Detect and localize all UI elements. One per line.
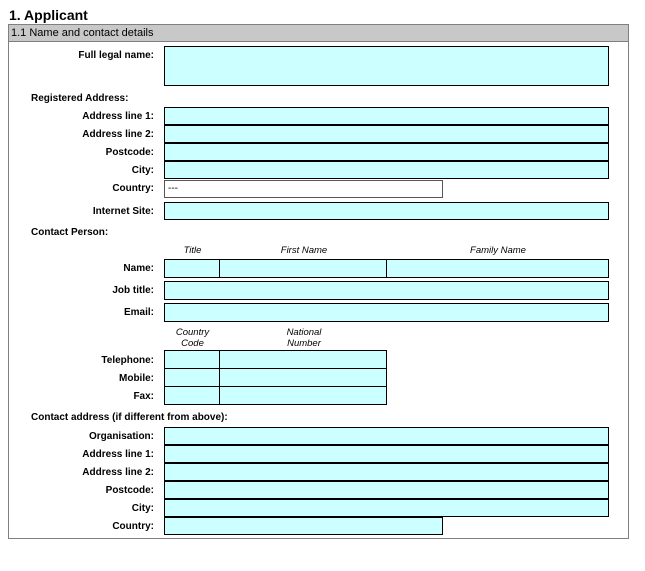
fax-country-code-field[interactable] [164,386,221,405]
address-line-2-label: Address line 2: [82,129,154,140]
country-select-value: --- [168,183,178,194]
title-column-header: Title [183,245,202,256]
section-title: 1.1 Name and contact details [11,27,154,39]
telephone-label: Telephone: [101,355,154,366]
name-title-field[interactable] [164,259,221,278]
address-line-2-field[interactable] [164,125,609,143]
contact-postcode-label: Postcode: [105,485,154,496]
city-field[interactable] [164,161,609,179]
family-name-field[interactable] [386,259,609,278]
contact-city-label: City: [131,503,154,514]
country-select[interactable] [164,180,443,198]
fax-label: Fax: [133,391,154,402]
contact-address-line-2-field[interactable] [164,463,609,481]
family-name-column-header: Family Name [470,245,526,256]
address-line-1-label: Address line 1: [82,111,154,122]
contact-address-line-1-label: Address line 1: [82,449,154,460]
first-name-field[interactable] [219,259,388,278]
contact-address-line-1-field[interactable] [164,445,609,463]
postcode-label: Postcode: [105,147,154,158]
email-field[interactable] [164,303,609,322]
contact-city-field[interactable] [164,499,609,517]
contact-address-heading: Contact address (if different from above): [31,412,228,423]
address-line-1-field[interactable] [164,107,609,125]
mobile-label: Mobile: [119,373,154,384]
mobile-country-code-field[interactable] [164,368,221,387]
fax-number-field[interactable] [219,386,387,405]
telephone-country-code-field[interactable] [164,350,221,369]
contact-person-heading: Contact Person: [31,227,109,238]
country-code-column-header: Country Code [175,327,210,349]
internet-site-label: Internet Site: [92,206,154,217]
organisation-label: Organisation: [88,431,154,442]
national-number-column-header: National Number [286,327,322,349]
registered-address-heading: Registered Address: [31,93,129,104]
full-legal-name-field[interactable] [164,46,609,86]
contact-address-line-2-label: Address line 2: [82,467,154,478]
contact-country-label: Country: [112,521,154,532]
name-label: Name: [123,263,154,274]
page-title: 1. Applicant [9,7,88,23]
postcode-field[interactable] [164,143,609,161]
job-title-label: Job title: [112,285,154,296]
first-name-column-header: First Name [280,245,328,256]
organisation-field[interactable] [164,427,609,445]
internet-site-field[interactable] [164,202,609,220]
mobile-number-field[interactable] [219,368,387,387]
country-label: Country: [112,183,154,194]
full-legal-name-label: Full legal name: [78,50,154,61]
contact-postcode-field[interactable] [164,481,609,499]
contact-country-field[interactable] [164,517,443,535]
telephone-number-field[interactable] [219,350,387,369]
city-label: City: [131,165,154,176]
email-label: Email: [123,307,154,318]
job-title-field[interactable] [164,281,609,300]
section-header [9,25,628,42]
